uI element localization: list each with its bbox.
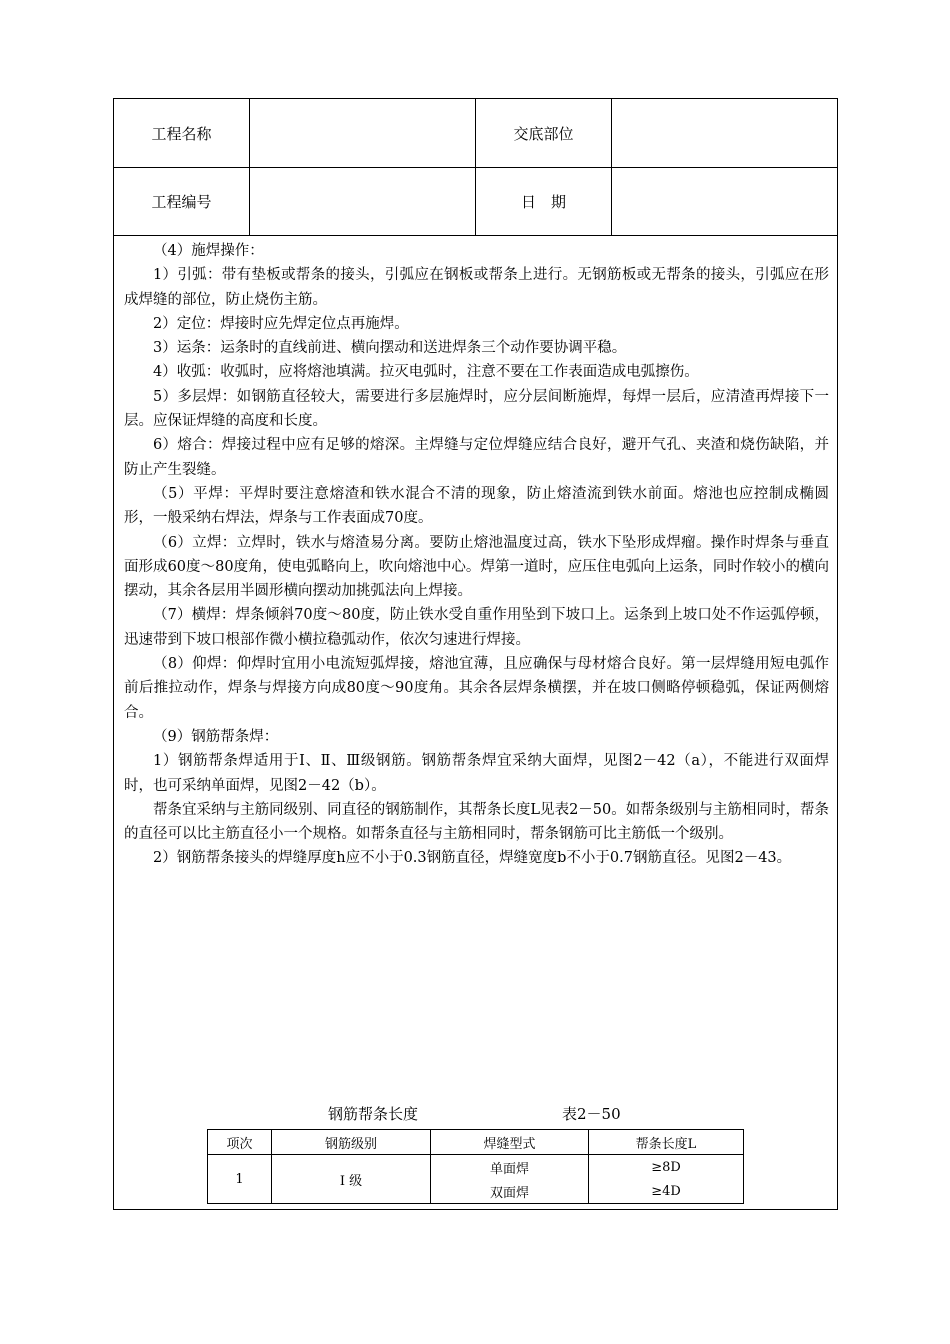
paragraph: 1）钢筋帮条焊适用于Ⅰ、Ⅱ、Ⅲ级钢筋。钢筋帮条焊宜采纳大面焊，见图2－42（a），不能进行双面焊时，也可采纳单面焊，见图2－42（b）。 — [124, 753, 829, 794]
project-name-value — [250, 99, 476, 167]
col-length: 帮条长度L — [589, 1130, 744, 1155]
paragraph: （5）平焊：平焊时要注意熔渣和铁水混合不清的现象，防止熔渣流到铁水前面。熔池也应控制成椭圆形，一般采纳右焊法，焊条与工作表面成70度。 — [124, 485, 829, 527]
row-index: 1 — [208, 1155, 272, 1204]
disclosure-part-value — [612, 99, 837, 167]
table-header-row — [208, 1130, 744, 1155]
project-name-label: 工程名称 — [114, 99, 250, 167]
row-weld-single: 单面焊 — [431, 1155, 589, 1180]
disclosure-part-label: 交底部位 — [476, 99, 612, 167]
paragraph: 1）引弧：带有垫板或帮条的接头，引弧应在钢板或帮条上进行。无钢筋板或无帮条的接头，引弧应在形成焊缝的部位，防止烧伤主筋。 — [124, 267, 829, 308]
col-weld-type: 焊缝型式 — [431, 1130, 589, 1155]
paragraph: （4）施焊操作： — [153, 243, 264, 259]
paragraph: 5）多层焊：如钢筋直径较大，需要进行多层施焊时，应分层间断施焊，每焊一层后，应清渣再焊接下一层。应保证焊缝的高度和长度。 — [124, 388, 829, 430]
paragraph: 4）收弧：收弧时，应将熔池填满。拉灭电弧时，注意不要在工作表面造成电弧擦伤。 — [153, 364, 699, 381]
paragraph: 帮条宜采纳与主筋同级别、同直径的钢筋制作，其帮条长度L见表2－50。如帮条级别与主筋相同时，帮条的直径可以比主筋直径小一个规格。如帮条直径与主筋相同时，帮条钢筋可比主筋低一个级别。 — [124, 801, 829, 843]
paragraph: （6）立焊：立焊时，铁水与熔渣易分离。要防止熔池温度过高，铁水下坠形成焊瘤。操作时焊条与垂直面形成60度～80度角，使电弧略向上，吹向熔池中心。焊第一道时，应压住电弧向上运条，同时作较小的横向摆动，其余各层用半圆形横向摆动加挑弧法向上焊接。 — [124, 534, 829, 600]
col-index: 项次 — [208, 1130, 272, 1155]
date-label: 日 期 — [476, 167, 612, 235]
table-row — [208, 1155, 744, 1180]
project-no-label: 工程编号 — [114, 167, 250, 235]
date-value — [612, 167, 837, 235]
row-weld-double: 双面焊 — [431, 1179, 589, 1204]
paragraph: 6）熔合：焊接过程中应有足够的熔深。主焊缝与定位焊缝应结合良好，避开气孔、夹渣和烧伤缺陷，并防止产生裂缝。 — [124, 437, 829, 478]
header-row-1 — [114, 99, 837, 168]
disclosure-form — [113, 98, 838, 1210]
paragraph: 2）定位：焊接时应先焊定位点再施焊。 — [153, 315, 409, 332]
row-grade: Ⅰ 级 — [272, 1155, 431, 1204]
table-title: 钢筋帮条长度 — [328, 1105, 419, 1123]
row-length-single: ≥8D — [589, 1155, 744, 1180]
paragraph: （8）仰焊：仰焊时宜用小电流短弧焊接，熔池宜薄，且应确保与母材熔合良好。第一层焊缝用短电弧作前后推拉动作，焊条与焊接方向成80度～90度角。其余各层焊条横摆，并在坡口侧略停顿稳弧，保证两侧熔合。 — [124, 656, 829, 721]
paragraph: （7）横焊：焊条倾斜70度～80度，防止铁水受自重作用坠到下坡口上。运条到上坡口处不作运弧停顿，迅速带到下坡口根部作微小横拉稳弧动作，依次匀速进行焊接。 — [124, 607, 829, 648]
paragraph: （9）钢筋帮条焊： — [153, 728, 279, 745]
table-number: 表2－50 — [562, 1105, 621, 1123]
paragraph: 3）运条：运条时的直线前进、横向摆动和送进焊条三个动作要协调平稳。 — [153, 340, 627, 357]
disclosure-content — [124, 239, 829, 871]
project-no-value — [250, 167, 476, 235]
splice-length-table — [207, 1129, 744, 1204]
row-length-double: ≥4D — [589, 1179, 744, 1204]
col-grade: 钢筋级别 — [272, 1130, 431, 1155]
paragraph: 2）钢筋帮条接头的焊缝厚度h应不小于0.3钢筋直径，焊缝宽度b不小于0.7钢筋直径。见图2－43。 — [153, 850, 792, 867]
header-row-2 — [114, 167, 837, 236]
